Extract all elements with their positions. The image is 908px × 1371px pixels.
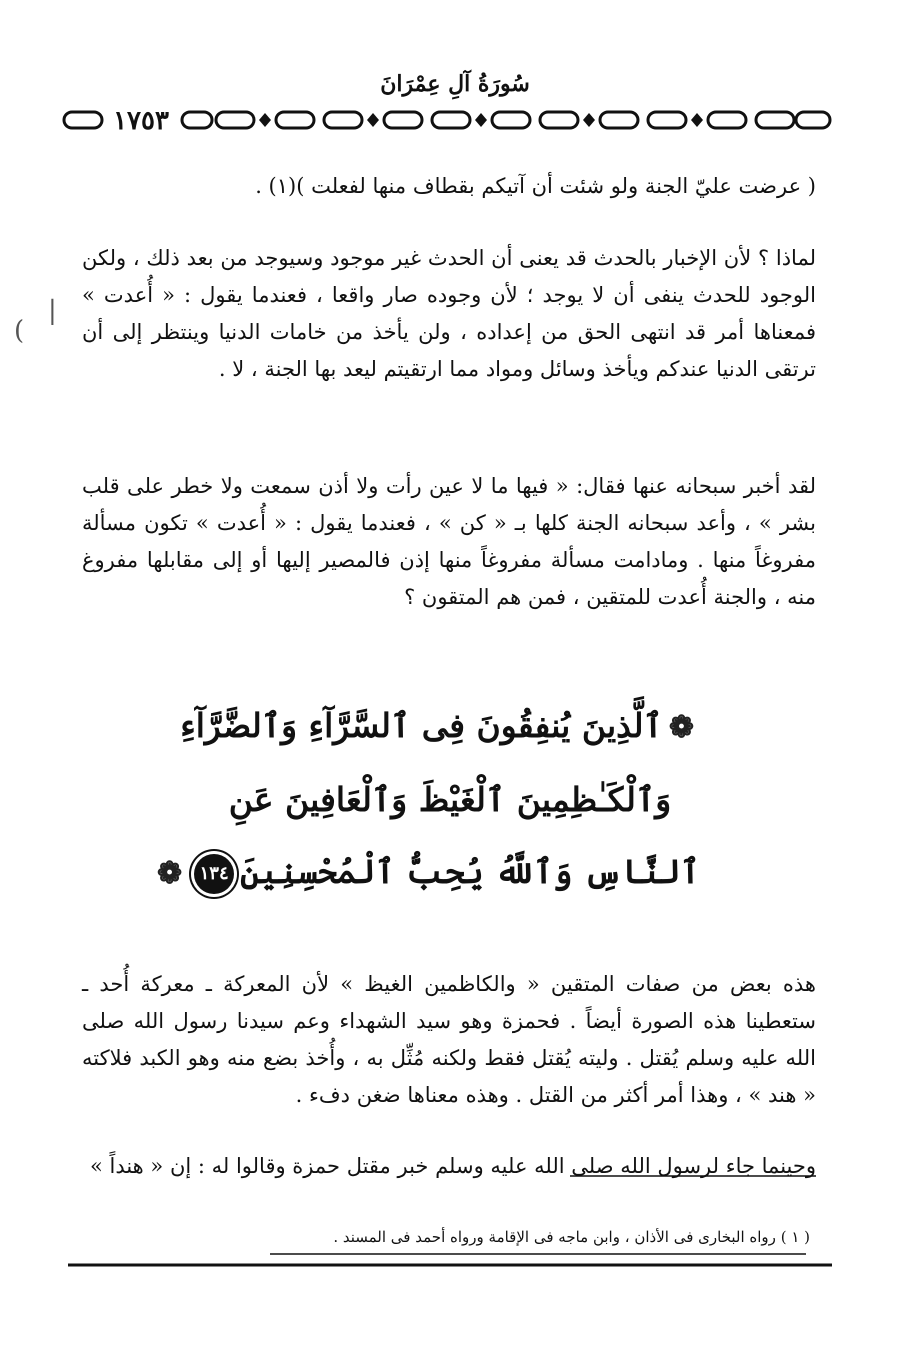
body-paragraph: لقد أخبر سبحانه عنها فقال: « فيها ما لا عين رأت ولا أذن سمعت ولا خطر على قلب بشر » ، وأعد سبحانه الجنة كلها بـ « كن » ، فعندما يقول : « أُعدت » تكون مسألة مفروغاً منها . ومادامت مسألة مفروغاً منها إذن فالمصير إليها أو إلى مقابلها مفروغ منه ، والجنة أُعدت للمتقين ، فمن هم المتقون ؟ [82,474,816,609]
ornament-link [708,112,746,128]
body-paragraph: لماذا ؟ لأن الإخبار بالحدث قد يعنى أن الحدث غير موجود وسيوجد من بعد ذلك ، ولكن الوجود للحدث ينفى أن لا يوجد ؛ لأن وجوده صار واقعا ، فعندما يقول : « أُعدت » فمعناها أمر قد انتهى الحق من إعداده ، ولن يأخذ من خامات الدنيا وينتظر إلى أن ترتقى الدنيا عندكم ويأخذ وسائل ومواد مما ارتقيتم ليعد بها الجنة ، لا . [82,246,816,381]
margin-bracket-mark: ( [14,316,25,346]
verse-text: ٱلَّذِينَ يُنفِقُونَ فِى ٱلسَّرَّآءِ وَٱلضَّرَّآءِ [180,706,663,745]
ornament-link [324,112,362,128]
body-paragraph: وحينما جاء لرسول الله صلى الله عليه وسلم خبر مقتل حمزة وقالوا له : إن « هنداً » [89,1154,816,1178]
diamond-ornament [583,113,595,127]
verse-text: ٱلنَّاسِ وَٱللَّهُ يُحِبُّ ٱلْمُحْسِنِينَ [240,852,700,891]
diamond-ornament [367,113,379,127]
ornament-link [64,112,102,128]
ornament-link [540,112,578,128]
verse-end-ornament-icon: ❁ [157,856,183,891]
diamond-ornament [475,113,487,127]
footnote: ( ١ ) رواه البخارى فى الأذان ، وابن ماجه فى الإقامة ورواه أحمد فى المسند . [333,1228,810,1246]
ornament-link [756,112,794,128]
verse-line-1 [180,690,700,764]
page-number: ١٧٥٣ [113,106,169,136]
surah-title: سُورَةُ آلِ عِمْرَانَ [380,71,530,97]
quran-verse [157,690,700,920]
ornament-link [216,112,254,128]
margin-bracket-mark: | [48,296,57,326]
ornament-link [796,112,830,128]
body-paragraph: هذه بعض من صفات المتقين « والكاظمين الغيظ » لأن المعركة ـ معركة أُحد ـ ستعطينا هذه الصورة أيضاً . فحمزة وهو سيد الشهداء وعم سيدنا رسول الله صلى الله عليه وسلم يُقتل . وليته يُقتل فقط ولكنه مُثِّل به ، وأُخذ بضع منه وهو الكبد فلاكته « هند » ، وهذا أمر أكثر من القتل . وهذه معناها ضغن دفء . [82,972,816,1107]
text-block-3 [82,468,816,616]
ornament-link [384,112,422,128]
ornament-link [182,112,212,128]
ayah-number-badge: ١٣٤ [194,854,234,894]
diamond-ornament [259,113,271,127]
ornament-link [600,112,638,128]
ornament-link [492,112,530,128]
diamond-ornament [691,113,703,127]
ornament-link [648,112,686,128]
text-block-5 [82,1148,816,1185]
verse-line-2: وَٱلْكَـٰظِمِينَ ٱلْغَيْظَ وَٱلْعَافِينَ عَنِ [228,780,672,819]
verse-start-ornament-icon: ❁ [668,710,694,745]
verse-line-3 [157,836,700,910]
text-block-4 [82,966,816,1114]
text-block-1 [82,168,816,205]
ornament-link [276,112,314,128]
body-paragraph: ( عرضت عليّ الجنة ولو شئت أن آتيكم بقطاف منها لفعلت )(١) . [255,174,816,198]
text-block-2 [82,240,816,388]
ornament-link [432,112,470,128]
